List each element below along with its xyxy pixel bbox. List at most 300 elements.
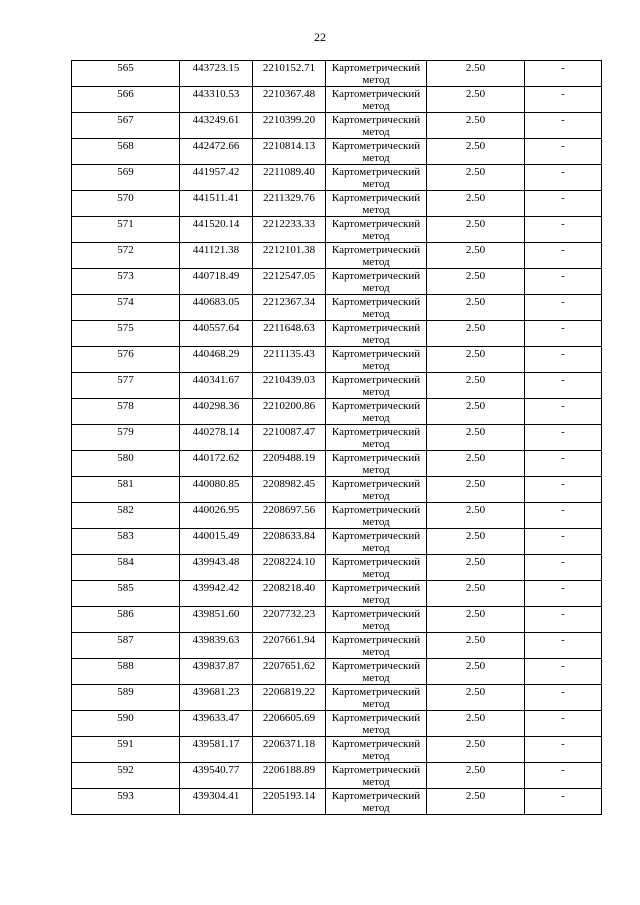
table-row: [72, 191, 602, 217]
note-text: -: [561, 88, 565, 100]
x-coordinate-text: 439943.48: [192, 556, 240, 568]
point-number-text: 570: [117, 192, 134, 204]
accuracy-cell: [427, 789, 525, 815]
accuracy-cell: [427, 451, 525, 477]
y-coordinate-cell: [253, 659, 326, 685]
method-line-1: Картометрический: [331, 192, 421, 204]
x-coordinate-text: 443249.61: [192, 114, 240, 126]
point-number-text: 582: [117, 504, 134, 516]
method-line-1: Картометрический: [331, 556, 421, 568]
accuracy-text: 2.50: [465, 452, 486, 464]
accuracy-text: 2.50: [465, 660, 486, 672]
x-coordinate-cell: [180, 607, 253, 633]
accuracy-text: 2.50: [465, 530, 486, 542]
accuracy-cell: [427, 347, 525, 373]
point-number-text: 571: [117, 218, 134, 230]
method-line-1: Картометрический: [331, 88, 421, 100]
point-number-cell: [72, 191, 180, 217]
method-cell: [326, 685, 427, 711]
accuracy-text: 2.50: [465, 426, 486, 438]
method-line-2: метод: [362, 490, 390, 502]
point-number-cell: [72, 711, 180, 737]
method-line-2: метод: [362, 360, 390, 372]
accuracy-cell: [427, 243, 525, 269]
method-cell: [326, 295, 427, 321]
point-number-cell: [72, 633, 180, 659]
point-number-text: 572: [117, 244, 134, 256]
y-coordinate-cell: [253, 555, 326, 581]
coordinates-table: [71, 60, 602, 815]
accuracy-cell: [427, 217, 525, 243]
method-line-2: метод: [362, 750, 390, 762]
point-number-cell: [72, 373, 180, 399]
method-cell: [326, 711, 427, 737]
point-number-text: 569: [117, 166, 134, 178]
x-coordinate-text: 440278.14: [192, 426, 240, 438]
table-row: [72, 425, 602, 451]
accuracy-text: 2.50: [465, 296, 486, 308]
method-line-1: Картометрический: [331, 634, 421, 646]
y-coordinate-text: 2212367.34: [262, 296, 316, 308]
accuracy-cell: [427, 633, 525, 659]
method-line-1: Картометрический: [331, 166, 421, 178]
x-coordinate-text: 439681.23: [192, 686, 240, 698]
method-line-2: метод: [362, 438, 390, 450]
y-coordinate-text: 2208982.45: [262, 478, 316, 490]
note-text: -: [561, 400, 565, 412]
x-coordinate-cell: [180, 165, 253, 191]
x-coordinate-text: 443723.15: [192, 62, 240, 74]
method-cell: [326, 763, 427, 789]
y-coordinate-cell: [253, 737, 326, 763]
accuracy-cell: [427, 399, 525, 425]
note-cell: [525, 789, 602, 815]
table-row: [72, 347, 602, 373]
method-cell: [326, 321, 427, 347]
point-number-cell: [72, 399, 180, 425]
x-coordinate-cell: [180, 321, 253, 347]
table-row: [72, 763, 602, 789]
note-cell: [525, 139, 602, 165]
point-number-text: 579: [117, 426, 134, 438]
method-line-1: Картометрический: [331, 738, 421, 750]
point-number-text: 577: [117, 374, 134, 386]
y-coordinate-cell: [253, 633, 326, 659]
y-coordinate-text: 2207732.23: [262, 608, 316, 620]
table-row: [72, 399, 602, 425]
method-line-2: метод: [362, 152, 390, 164]
y-coordinate-text: 2211135.43: [263, 348, 315, 360]
table-row: [72, 295, 602, 321]
method-line-1: Картометрический: [331, 296, 421, 308]
y-coordinate-text: 2210439.03: [262, 374, 316, 386]
method-line-2: метод: [362, 386, 390, 398]
method-cell: [326, 243, 427, 269]
method-line-2: метод: [362, 126, 390, 138]
y-coordinate-cell: [253, 347, 326, 373]
x-coordinate-cell: [180, 61, 253, 87]
x-coordinate-cell: [180, 633, 253, 659]
method-line-2: метод: [362, 672, 390, 684]
x-coordinate-cell: [180, 191, 253, 217]
x-coordinate-text: 439837.87: [192, 660, 240, 672]
x-coordinate-text: 441121.38: [192, 244, 240, 256]
y-coordinate-text: 2210200.86: [262, 400, 316, 412]
accuracy-cell: [427, 555, 525, 581]
accuracy-text: 2.50: [465, 504, 486, 516]
method-cell: [326, 425, 427, 451]
note-cell: [525, 659, 602, 685]
point-number-text: 574: [117, 296, 134, 308]
method-line-2: метод: [362, 568, 390, 580]
y-coordinate-cell: [253, 503, 326, 529]
x-coordinate-text: 439581.17: [192, 738, 240, 750]
note-text: -: [561, 478, 565, 490]
point-number-text: 585: [117, 582, 134, 594]
note-text: -: [561, 790, 565, 802]
y-coordinate-text: 2209488.19: [262, 452, 316, 464]
note-text: -: [561, 582, 565, 594]
method-cell: [326, 555, 427, 581]
method-line-2: метод: [362, 308, 390, 320]
method-line-2: метод: [362, 282, 390, 294]
y-coordinate-cell: [253, 321, 326, 347]
method-cell: [326, 399, 427, 425]
method-cell: [326, 347, 427, 373]
note-text: -: [561, 62, 565, 74]
accuracy-cell: [427, 425, 525, 451]
point-number-text: 583: [117, 530, 134, 542]
point-number-cell: [72, 789, 180, 815]
note-text: -: [561, 374, 565, 386]
y-coordinate-cell: [253, 607, 326, 633]
table-row: [72, 659, 602, 685]
x-coordinate-text: 441957.42: [192, 166, 240, 178]
note-cell: [525, 763, 602, 789]
table-row: [72, 685, 602, 711]
point-number-cell: [72, 477, 180, 503]
method-cell: [326, 165, 427, 191]
point-number-cell: [72, 113, 180, 139]
x-coordinate-text: 440172.62: [192, 452, 240, 464]
accuracy-text: 2.50: [465, 192, 486, 204]
method-line-1: Картометрический: [331, 426, 421, 438]
point-number-cell: [72, 347, 180, 373]
table-row: [72, 113, 602, 139]
method-line-1: Картометрический: [331, 374, 421, 386]
accuracy-text: 2.50: [465, 140, 486, 152]
method-line-1: Картометрический: [331, 764, 421, 776]
y-coordinate-text: 2212101.38: [262, 244, 316, 256]
point-number-text: 567: [117, 114, 134, 126]
y-coordinate-cell: [253, 113, 326, 139]
method-line-1: Картометрический: [331, 712, 421, 724]
note-cell: [525, 711, 602, 737]
accuracy-text: 2.50: [465, 608, 486, 620]
accuracy-cell: [427, 529, 525, 555]
note-text: -: [561, 738, 565, 750]
x-coordinate-text: 441520.14: [192, 218, 240, 230]
point-number-cell: [72, 87, 180, 113]
method-line-1: Картометрический: [331, 348, 421, 360]
accuracy-text: 2.50: [465, 764, 486, 776]
method-line-2: метод: [362, 542, 390, 554]
method-line-2: метод: [362, 776, 390, 788]
table-row: [72, 555, 602, 581]
accuracy-cell: [427, 581, 525, 607]
note-cell: [525, 269, 602, 295]
table-row: [72, 321, 602, 347]
point-number-text: 576: [117, 348, 134, 360]
y-coordinate-text: 2211089.40: [263, 166, 315, 178]
accuracy-text: 2.50: [465, 686, 486, 698]
y-coordinate-text: 2207661.94: [262, 634, 316, 646]
point-number-text: 587: [117, 634, 134, 646]
method-cell: [326, 503, 427, 529]
note-text: -: [561, 686, 565, 698]
x-coordinate-text: 440015.49: [192, 530, 240, 542]
y-coordinate-cell: [253, 581, 326, 607]
note-text: -: [561, 322, 565, 334]
point-number-cell: [72, 555, 180, 581]
note-text: -: [561, 634, 565, 646]
accuracy-cell: [427, 113, 525, 139]
accuracy-text: 2.50: [465, 244, 486, 256]
x-coordinate-text: 440557.64: [192, 322, 240, 334]
method-line-2: метод: [362, 334, 390, 346]
method-line-2: метод: [362, 802, 390, 814]
note-cell: [525, 399, 602, 425]
point-number-text: 592: [117, 764, 134, 776]
method-cell: [326, 607, 427, 633]
method-cell: [326, 633, 427, 659]
accuracy-text: 2.50: [465, 270, 486, 282]
point-number-text: 575: [117, 322, 134, 334]
note-cell: [525, 191, 602, 217]
point-number-text: 573: [117, 270, 134, 282]
note-text: -: [561, 218, 565, 230]
note-cell: [525, 295, 602, 321]
accuracy-cell: [427, 321, 525, 347]
x-coordinate-text: 439540.77: [192, 764, 240, 776]
x-coordinate-cell: [180, 581, 253, 607]
accuracy-cell: [427, 87, 525, 113]
note-text: -: [561, 660, 565, 672]
table-row: [72, 581, 602, 607]
method-line-1: Картометрический: [331, 478, 421, 490]
note-cell: [525, 321, 602, 347]
note-text: -: [561, 452, 565, 464]
method-line-2: метод: [362, 594, 390, 606]
method-line-1: Картометрический: [331, 608, 421, 620]
table-row: [72, 477, 602, 503]
y-coordinate-cell: [253, 191, 326, 217]
y-coordinate-cell: [253, 269, 326, 295]
accuracy-cell: [427, 659, 525, 685]
method-line-1: Картометрический: [331, 530, 421, 542]
accuracy-cell: [427, 191, 525, 217]
x-coordinate-text: 442472.66: [192, 140, 240, 152]
method-line-1: Картометрический: [331, 218, 421, 230]
note-text: -: [561, 140, 565, 152]
point-number-cell: [72, 737, 180, 763]
y-coordinate-cell: [253, 529, 326, 555]
x-coordinate-cell: [180, 711, 253, 737]
accuracy-text: 2.50: [465, 634, 486, 646]
method-line-1: Картометрический: [331, 322, 421, 334]
note-cell: [525, 737, 602, 763]
note-cell: [525, 529, 602, 555]
table-row: [72, 61, 602, 87]
point-number-cell: [72, 217, 180, 243]
method-cell: [326, 139, 427, 165]
x-coordinate-cell: [180, 139, 253, 165]
y-coordinate-cell: [253, 61, 326, 87]
method-line-2: метод: [362, 698, 390, 710]
x-coordinate-text: 439942.42: [192, 582, 240, 594]
table-row: [72, 607, 602, 633]
y-coordinate-text: 2208697.56: [262, 504, 316, 516]
y-coordinate-text: 2210087.47: [262, 426, 316, 438]
note-cell: [525, 451, 602, 477]
x-coordinate-cell: [180, 243, 253, 269]
method-cell: [326, 737, 427, 763]
accuracy-cell: [427, 165, 525, 191]
note-text: -: [561, 764, 565, 776]
y-coordinate-cell: [253, 243, 326, 269]
y-coordinate-cell: [253, 165, 326, 191]
x-coordinate-cell: [180, 659, 253, 685]
x-coordinate-text: 440341.67: [192, 374, 240, 386]
method-cell: [326, 659, 427, 685]
accuracy-cell: [427, 477, 525, 503]
method-cell: [326, 217, 427, 243]
point-number-cell: [72, 659, 180, 685]
accuracy-text: 2.50: [465, 712, 486, 724]
x-coordinate-cell: [180, 763, 253, 789]
point-number-text: 568: [117, 140, 134, 152]
x-coordinate-text: 440298.36: [192, 400, 240, 412]
method-line-1: Картометрический: [331, 452, 421, 464]
accuracy-text: 2.50: [465, 62, 486, 74]
point-number-cell: [72, 321, 180, 347]
accuracy-text: 2.50: [465, 114, 486, 126]
table-row: [72, 373, 602, 399]
y-coordinate-cell: [253, 451, 326, 477]
x-coordinate-cell: [180, 113, 253, 139]
point-number-cell: [72, 425, 180, 451]
table-row: [72, 269, 602, 295]
y-coordinate-cell: [253, 139, 326, 165]
accuracy-cell: [427, 295, 525, 321]
point-number-cell: [72, 243, 180, 269]
method-line-2: метод: [362, 230, 390, 242]
accuracy-cell: [427, 737, 525, 763]
method-line-2: метод: [362, 646, 390, 658]
point-number-cell: [72, 295, 180, 321]
accuracy-cell: [427, 61, 525, 87]
accuracy-text: 2.50: [465, 478, 486, 490]
point-number-text: 591: [117, 738, 134, 750]
x-coordinate-cell: [180, 555, 253, 581]
method-line-2: метод: [362, 464, 390, 476]
method-line-1: Картометрический: [331, 62, 421, 74]
accuracy-text: 2.50: [465, 556, 486, 568]
note-cell: [525, 607, 602, 633]
y-coordinate-text: 2211648.63: [263, 322, 315, 334]
x-coordinate-cell: [180, 295, 253, 321]
x-coordinate-cell: [180, 347, 253, 373]
point-number-text: 590: [117, 712, 134, 724]
table-row: [72, 529, 602, 555]
y-coordinate-cell: [253, 763, 326, 789]
point-number-text: 566: [117, 88, 134, 100]
table-row: [72, 711, 602, 737]
accuracy-cell: [427, 373, 525, 399]
x-coordinate-text: 440026.95: [192, 504, 240, 516]
y-coordinate-text: 2212233.33: [262, 218, 316, 230]
note-text: -: [561, 114, 565, 126]
accuracy-text: 2.50: [465, 218, 486, 230]
method-line-1: Картометрический: [331, 400, 421, 412]
note-text: -: [561, 244, 565, 256]
note-cell: [525, 373, 602, 399]
point-number-text: 586: [117, 608, 134, 620]
table-row: [72, 217, 602, 243]
point-number-text: 565: [117, 62, 134, 74]
note-text: -: [561, 270, 565, 282]
accuracy-cell: [427, 503, 525, 529]
x-coordinate-cell: [180, 425, 253, 451]
y-coordinate-text: 2207651.62: [262, 660, 316, 672]
table-row: [72, 451, 602, 477]
table-row: [72, 503, 602, 529]
note-text: -: [561, 192, 565, 204]
y-coordinate-text: 2210152.71: [262, 62, 316, 74]
x-coordinate-cell: [180, 685, 253, 711]
accuracy-cell: [427, 269, 525, 295]
x-coordinate-text: 441511.41: [192, 192, 240, 204]
point-number-cell: [72, 529, 180, 555]
method-line-1: Картометрический: [331, 660, 421, 672]
method-line-1: Картометрический: [331, 504, 421, 516]
table-row: [72, 789, 602, 815]
table-row: [72, 633, 602, 659]
note-cell: [525, 243, 602, 269]
x-coordinate-text: 439633.47: [192, 712, 240, 724]
x-coordinate-cell: [180, 737, 253, 763]
accuracy-cell: [427, 139, 525, 165]
y-coordinate-text: 2205193.14: [262, 790, 316, 802]
note-cell: [525, 685, 602, 711]
method-cell: [326, 269, 427, 295]
y-coordinate-text: 2208218.40: [262, 582, 316, 594]
y-coordinate-text: 2211329.76: [263, 192, 315, 204]
coordinates-table-body: [72, 61, 602, 815]
note-cell: [525, 477, 602, 503]
method-line-2: метод: [362, 178, 390, 190]
point-number-cell: [72, 451, 180, 477]
method-cell: [326, 113, 427, 139]
note-cell: [525, 217, 602, 243]
method-line-1: Картометрический: [331, 686, 421, 698]
method-line-2: метод: [362, 516, 390, 528]
point-number-cell: [72, 61, 180, 87]
y-coordinate-cell: [253, 711, 326, 737]
note-text: -: [561, 426, 565, 438]
accuracy-text: 2.50: [465, 322, 486, 334]
note-text: -: [561, 530, 565, 542]
